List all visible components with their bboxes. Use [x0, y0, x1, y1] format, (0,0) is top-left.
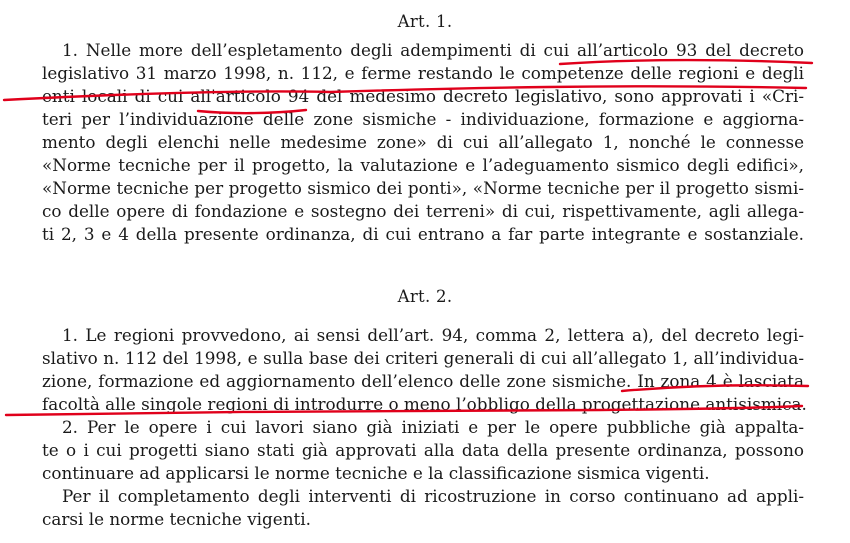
article-2-title: Art. 2.	[397, 287, 453, 306]
article-2-line-3: zione, formazione ed aggiornamento dell’elenco delle zone sismiche. In zona 4 è lasciata	[42, 371, 804, 391]
article-1-line-1: 1. Nelle more dell’espletamento degli adempimenti di cui all’articolo 93 del decreto	[62, 40, 804, 60]
article-1-line-6: «Norme tecniche per il progetto, la valutazione e l’adeguamento sismico degli edifici»,	[42, 155, 804, 175]
article-2-line-6: te o i cui progetti siano stati già approvati alla data della presente ordinanza, possono	[42, 440, 804, 460]
article-2-line-8: Per il completamento degli interventi di ricostruzione in corso continuano ad appli-	[62, 486, 804, 506]
article-1-line-2: legislativo 31 marzo 1998, n. 112, e ferme restando le competenze delle regioni e degli	[42, 63, 804, 83]
article-1-line-5: mento degli elenchi nelle medesime zone» di cui all’allegato 1, nonché le connesse	[42, 132, 804, 152]
article-1-line-7: «Norme tecniche per progetto sismico dei ponti», «Norme tecniche per il progetto sismi-	[42, 178, 804, 198]
article-2-line-1: 1. Le regioni provvedono, ai sensi dell’art. 94, comma 2, lettera a), del decreto legi-	[62, 325, 804, 345]
article-2-line-5: 2. Per le opere i cui lavori siano già iniziati e per le opere pubbliche già appalta-	[62, 417, 804, 437]
article-1-line-4: teri per l’individuazione delle zone sismiche - individuazione, formazione e aggiorna-	[42, 109, 804, 129]
article-1-line-8: co delle opere di fondazione e sostegno dei terreni» di cui, rispettivamente, agli allega-	[42, 201, 804, 221]
article-2-line-9: carsi le norme tecniche vigenti.	[42, 509, 311, 529]
article-1-line-9: ti 2, 3 e 4 della presente ordinanza, di cui entrano a far parte integrante e sostanziale.	[42, 224, 804, 244]
article-1-line-3: enti locali di cui all'articolo 94 del medesimo decreto legislativo, sono approvati i «Cri-	[42, 86, 804, 106]
article-2-line-4: facoltà alle singole regioni di introdurre o meno l’obbligo della progettazione antisismica.	[42, 394, 807, 414]
article-2-line-2: slativo n. 112 del 1998, e sulla base dei criteri generali di cui all’allegato 1, all’individua-	[42, 348, 804, 368]
article-2-line-7: continuare ad applicarsi le norme tecniche e la classificazione sismica vigenti.	[42, 463, 710, 483]
article-1-title: Art. 1.	[397, 12, 453, 31]
